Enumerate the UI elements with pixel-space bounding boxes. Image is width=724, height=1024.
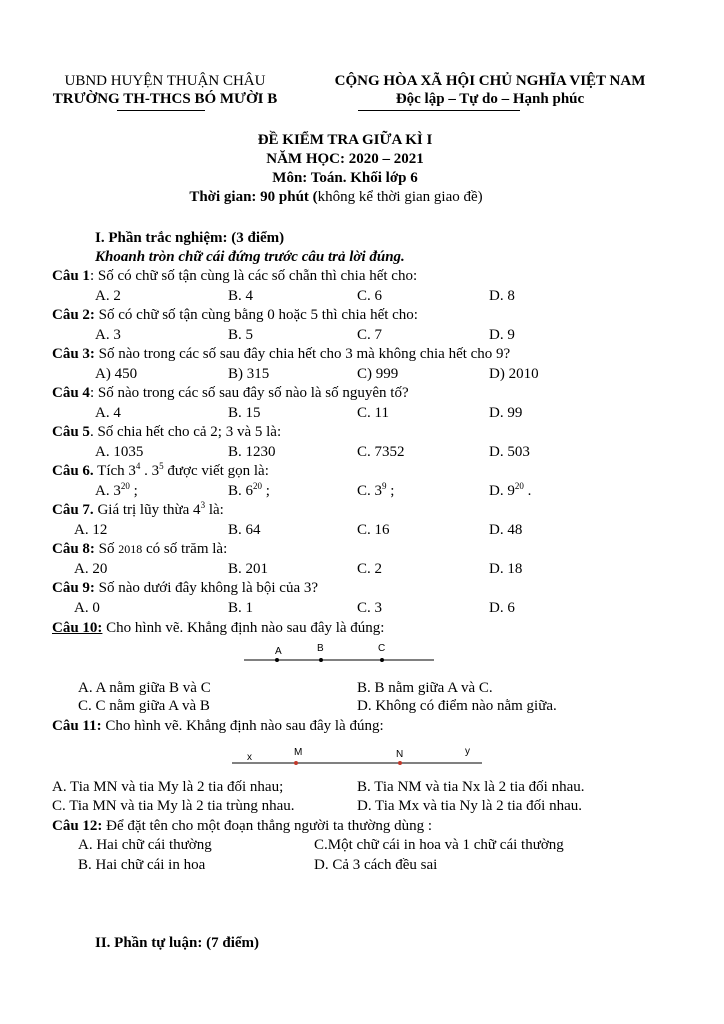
q5-option-d[interactable]: D. 503 [489,444,530,460]
option-text: B. 6 [228,483,254,499]
q7-option-d[interactable]: D. 48 [489,522,523,538]
label-m: M [294,747,303,758]
question-7 [52,501,224,519]
header-right-line2: Độc lập – Tự do – Hạnh phúc [395,91,585,107]
exam-title: ĐỀ KIỂM TRA GIỮA KÌ I [257,132,433,148]
exponent: 20 [514,481,524,491]
q12-option-c[interactable]: C.Một chữ cái in hoa và 1 chữ cái thường [314,837,564,853]
question-text: Giá trị lũy thừa 4 [93,502,201,518]
q9-option-a[interactable]: A. 0 [74,600,100,616]
question-label: Câu 3: [52,346,95,362]
label-x: x [247,752,252,763]
q11-option-a[interactable]: A. Tia MN và tia My là 2 tia đối nhau; [52,779,284,795]
q1-option-c[interactable]: C. 6 [357,288,383,304]
question-label: Câu 2: [52,307,95,323]
duration-note: không kể thời gian giao đề) [317,189,483,205]
label-a: A [275,646,282,657]
q10-option-b[interactable]: B. B nằm giữa A và C. [357,680,493,696]
q10-option-d[interactable]: D. Không có điểm nào nằm giữa. [357,698,557,714]
exponent: 4 [135,461,141,471]
q4-option-d[interactable]: D. 99 [489,405,523,421]
school-year: NĂM HỌC: 2020 – 2021 [266,151,424,167]
question-text: : Số nào trong các số sau đây số nào là số nguyên tố? [89,385,409,401]
option-text: ; [262,483,270,499]
q8-option-a[interactable]: A. 20 [74,561,108,577]
label-y: y [465,746,470,757]
q12-option-d[interactable]: D. Cả 3 cách đều sai [314,857,438,873]
question-text: Số nào trong các số sau đây chia hết cho 3 mà không chia hết cho 9? [94,346,511,362]
q9-option-c[interactable]: C. 3 [357,600,383,616]
header-left-line1: UBND HUYỆN THUẬN CHÂU [64,73,266,89]
q1-option-b[interactable]: B. 4 [228,288,254,304]
option-text: . [523,483,532,499]
question-text: Cho hình vẽ. Khẳng định nào sau đây là đúng: [102,620,385,636]
q9-option-b[interactable]: B. 1 [228,600,254,616]
question-label: Câu 7. [52,502,94,518]
question-4 [52,384,409,402]
q2-option-b[interactable]: B. 5 [228,327,254,343]
header-left-line2: TRƯỜNG TH-THCS BÓ MƯỜI B [52,91,278,107]
question-text: có số trăm là: [142,541,228,557]
section2-heading: II. Phần tự luận: (7 điểm) [95,935,260,951]
q11-option-b[interactable]: B. Tia NM và tia Nx là 2 tia đối nhau. [357,779,585,795]
q6-option-b[interactable] [228,482,270,500]
q8-option-c[interactable]: C. 2 [357,561,383,577]
option-text: ; [129,483,138,499]
exponent: 20 [253,481,263,491]
q1-option-d[interactable]: D. 8 [489,288,515,304]
exponent: 5 [159,461,164,471]
question-text: : Số có chữ số tận cùng là các số chẵn thì chia hết cho: [89,268,418,284]
q4-option-a[interactable]: A. 4 [95,405,121,421]
q2-option-c[interactable]: C. 7 [357,327,383,343]
point-a [275,658,279,662]
q7-option-b[interactable]: B. 64 [228,522,261,538]
question-label: Câu 11: [52,718,102,734]
exponent: 9 [382,481,387,491]
exponent: 3 [200,500,206,510]
q3-option-b[interactable]: B) 315 [228,366,270,382]
point-c [380,658,384,662]
q8-option-d[interactable]: D. 18 [489,561,523,577]
question-label: Câu 4 [52,385,90,401]
q8-option-b[interactable]: B. 201 [228,561,269,577]
question-8 [52,540,227,558]
q5-option-a[interactable]: A. 1035 [95,444,144,460]
q1-option-a[interactable]: A. 2 [95,288,121,304]
question-1 [52,267,417,285]
q6-option-d[interactable] [489,482,531,500]
q3-option-c[interactable]: C) 999 [357,366,399,382]
question-label: Câu 5 [52,424,90,440]
q11-option-d[interactable]: D. Tia Mx và tia Ny là 2 tia đối nhau. [357,798,582,814]
duration-bold: Thời gian: 90 phút ( [189,189,318,205]
section1-instruction: Khoanh tròn chữ cái đứng trước câu trả lời đúng. [95,249,405,265]
header-left-underline [117,110,205,111]
q2-option-d[interactable]: D. 9 [489,327,515,343]
question-label: Câu 8: [52,541,95,557]
q6-option-a[interactable] [95,482,138,500]
question-text: Cho hình vẽ. Khẳng định nào sau đây là đúng: [101,718,384,734]
option-text: ; [386,483,395,499]
question-text: được viết gọn là: [163,463,269,479]
question-label: Câu 1 [52,268,90,284]
q4-option-c[interactable]: C. 11 [357,405,389,421]
q9-option-d[interactable]: D. 6 [489,600,515,616]
point-m [294,761,298,765]
option-text: A. 3 [95,483,121,499]
label-c: C [378,643,386,654]
q11-figure-line-xmny [228,741,488,769]
option-text: C. 3 [357,483,383,499]
question-text: Tích 3 [93,463,136,479]
question-3 [52,345,510,363]
option-text: D. 9 [489,483,515,499]
question-text: là: [205,502,224,518]
exam-duration [0,188,672,206]
question-label: Câu 6. [52,463,94,479]
q4-option-b[interactable]: B. 15 [228,405,261,421]
q6-option-c[interactable] [357,482,394,500]
exponent: 20 [120,481,130,491]
question-text: . Số chia hết cho cả 2; 3 và 5 là: [89,424,282,440]
q2-option-a[interactable]: A. 3 [95,327,121,343]
header-right-line1: CỘNG HÒA XÃ HỘI CHỦ NGHĨA VIỆT NAM [334,73,646,89]
point-b [319,658,323,662]
number-2018: 2018 [118,542,143,556]
question-label: Câu 9: [52,580,95,596]
question-label: Câu 12: [52,818,103,834]
subject-grade: Môn: Toán. Khối lớp 6 [272,170,418,186]
section1-heading: I. Phần trắc nghiệm: (3 điểm) [95,230,285,246]
q10-figure-line-abc [240,638,440,666]
question-6 [52,462,269,480]
q5-option-c[interactable]: C. 7352 [357,444,405,460]
question-5 [52,423,281,441]
question-text: Số [94,541,119,557]
question-text: . 3 [140,463,160,479]
point-n [398,761,402,765]
question-11 [52,717,384,735]
q7-option-a[interactable]: A. 12 [74,522,108,538]
q11-option-c[interactable]: C. Tia MN và tia My là 2 tia trùng nhau. [52,798,295,814]
question-12 [52,817,432,835]
question-2 [52,306,418,324]
q12-option-a[interactable]: A. Hai chữ cái thường [78,837,212,853]
q12-option-b[interactable]: B. Hai chữ cái in hoa [78,857,206,873]
q3-option-a[interactable]: A) 450 [95,366,138,382]
q3-option-d[interactable]: D) 2010 [489,366,539,382]
question-10 [52,619,384,637]
header-right-underline [358,110,520,111]
q10-option-a[interactable]: A. A nằm giữa B và C [78,680,211,696]
q7-option-c[interactable]: C. 16 [357,522,390,538]
question-text: Số có chữ số tận cùng bằng 0 hoặc 5 thì chia hết cho: [94,307,418,323]
label-n: N [396,749,404,760]
q10-option-c[interactable]: C. C nằm giữa A và B [78,698,210,714]
q5-option-b[interactable]: B. 1230 [228,444,276,460]
question-text: Số nào dưới đây không là bội của 3? [94,580,319,596]
label-b: B [317,643,324,654]
question-text: Để đặt tên cho một đoạn thẳng người ta thường dùng : [102,818,432,834]
question-9 [52,579,318,597]
question-label: Câu 10: [52,620,103,636]
